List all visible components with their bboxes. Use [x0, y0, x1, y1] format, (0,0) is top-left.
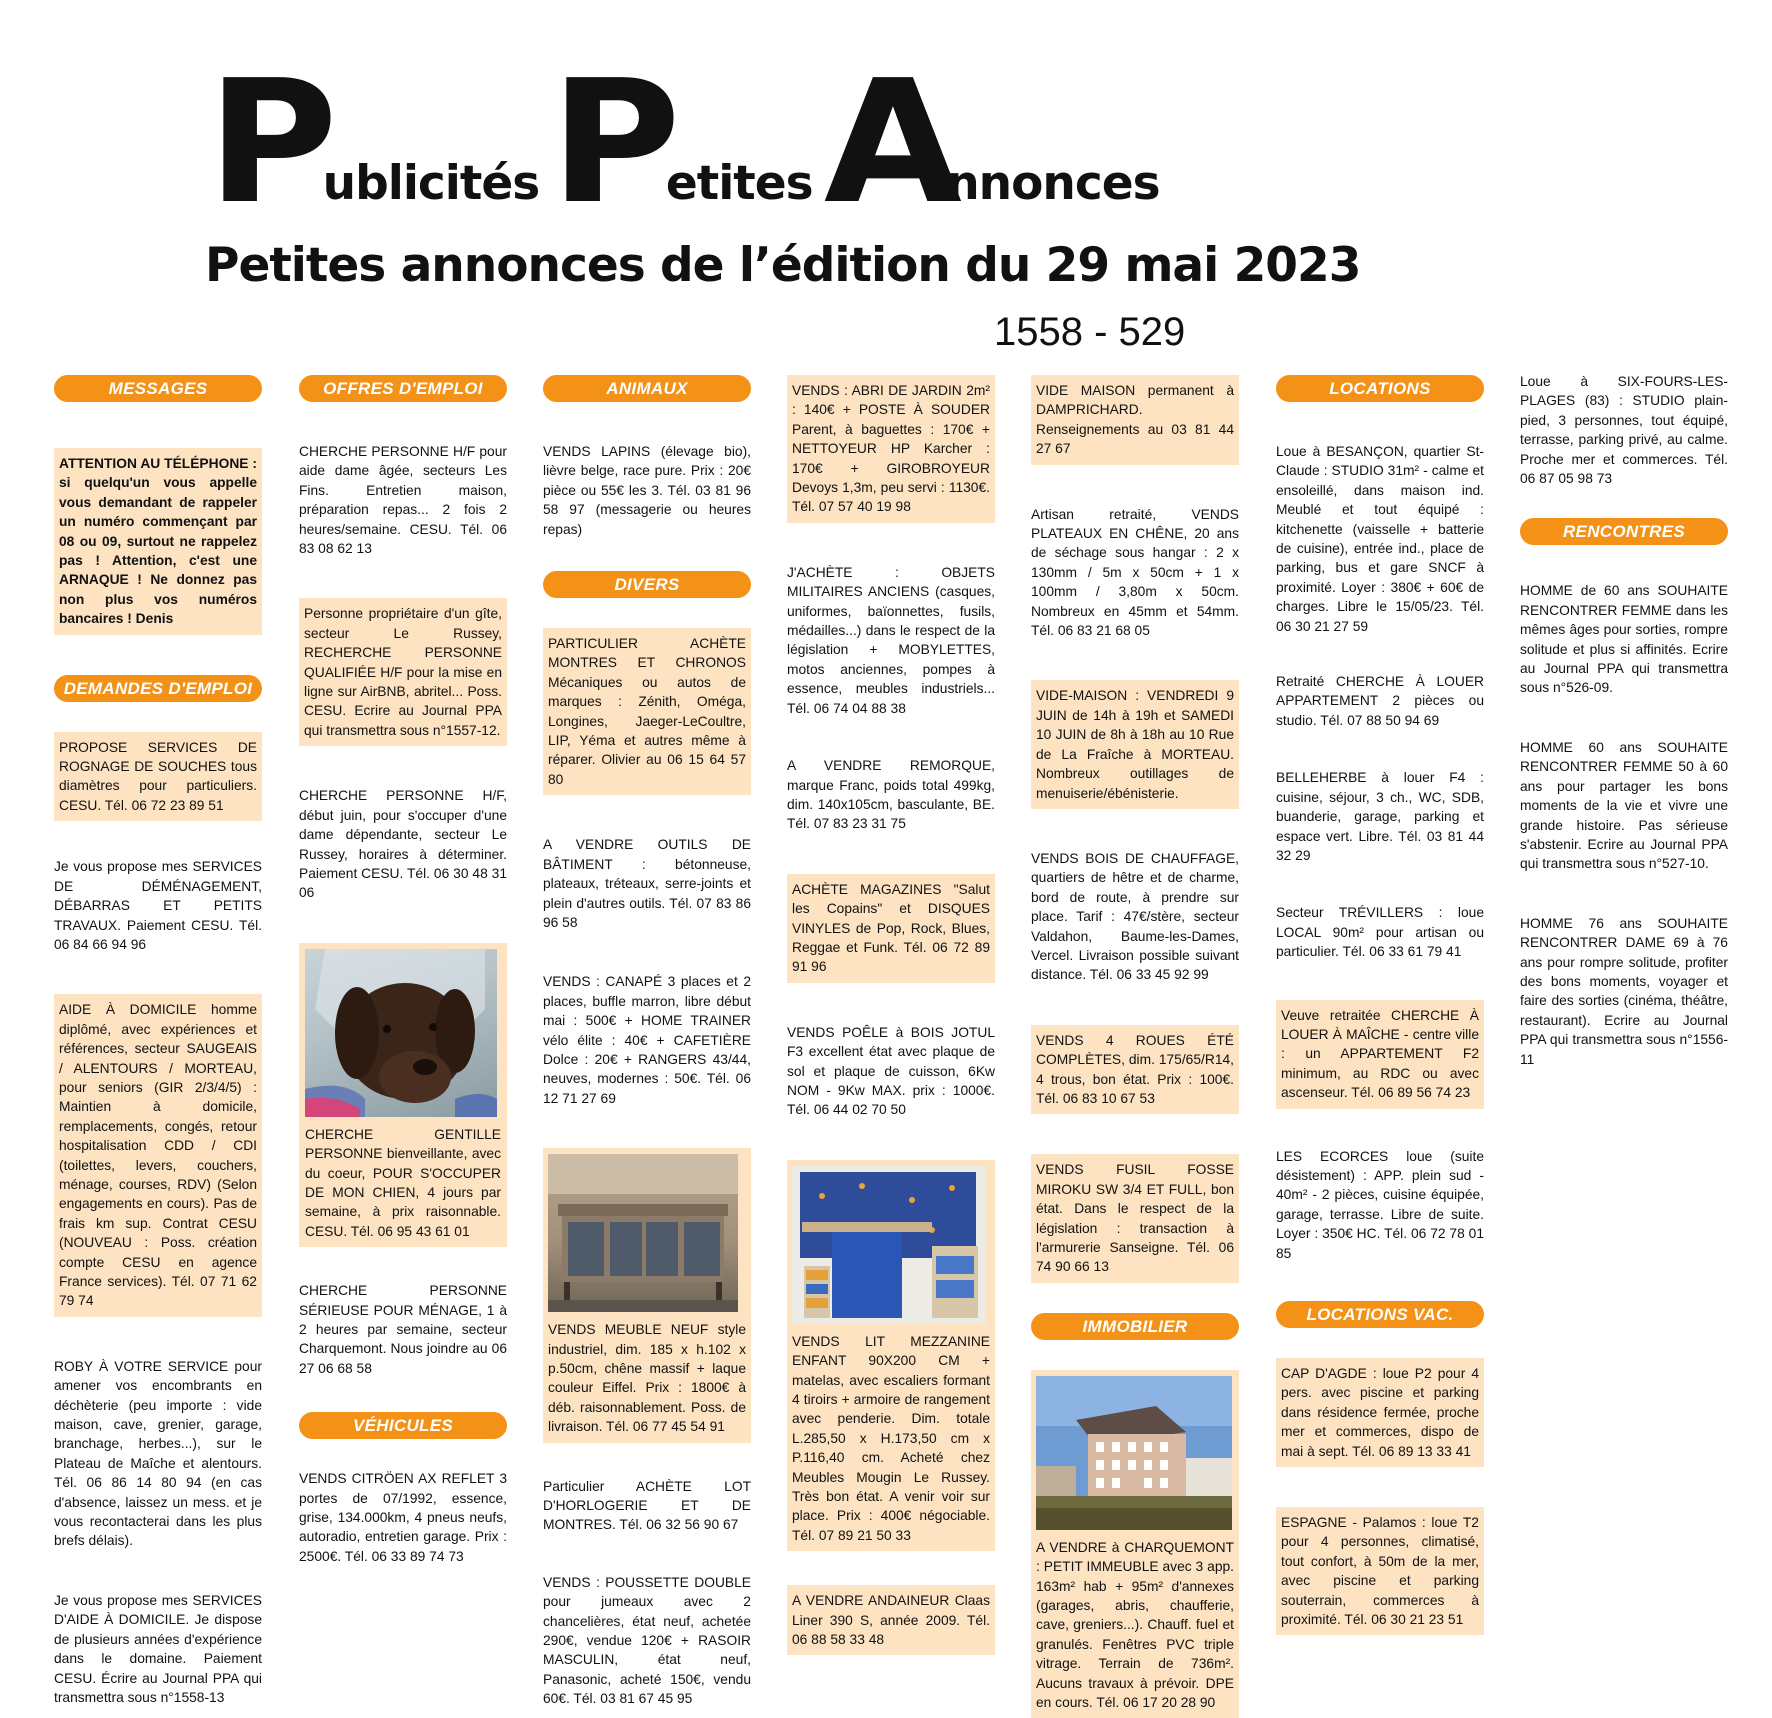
- ad-meuble-industriel: [543, 1148, 751, 1442]
- ad-les-ecorces: LES ECORCES loue (suite désistement) : APP. plein sud - 40m² - 2 pièces, cuisine équipée, garage, terrasse. Libre de suite. Loyer : 350€ HC. Tél. 06 72 78 01 85: [1276, 1148, 1484, 1261]
- ad-local-trevillers: Secteur TRÉVILLERS : loue LOCAL 90m² pour artisan ou particulier. Tél. 06 33 61 79 41: [1276, 905, 1484, 960]
- ad-poele-jotul: VENDS POÊLE à BOIS JOTUL F3 excellent état avec plaque de sol et plaque de cuisson, 6Kw NOM - 9Kw MAX. prix : 1000€. Tél. 06 44 02 70 50: [787, 1024, 995, 1118]
- column-4: [787, 375, 995, 1655]
- section-header-locations: LOCATIONS: [1276, 375, 1484, 402]
- ad-services-aide-domicile: Je vous propose mes SERVICES D'AIDE À DOMICILE. Je dispose de plusieurs années d'expérience dans le domaine. Paiement CESU. Écrire au Journal PPA qui transmettra sous n°1558-13: [54, 1592, 262, 1705]
- ad-citroen-ax: VENDS CITRÖEN AX REFLET 3 portes de 07/1992, essence, grise, 134.000km, 4 pneus neufs, autoradio, entretien garage. Prix : 2500€. Tél. 06 33 89 74 73: [299, 1471, 507, 1564]
- ad-rencontre-60-ans-2: HOMME 60 ans SOUHAITE RENCONTRER FEMME 50 à 60 ans pour partager les bons moments de la vie et vivre une grande histoire. Pas sérieuse s'abstenir. Ecrire au Journal PPA qui transmettra sous n°527-10.: [1520, 739, 1728, 872]
- ad-plateaux-chene: Artisan retraité, VENDS PLATEAUX EN CHÊNE, 20 ans de séchage sous hangar : 2 x 130mm / 5m x 50cm + 1 x 100mm / 3,80m x 50cm. Nombreux en 45mm et 54mm. Tél. 06 83 21 68 05: [1031, 506, 1239, 639]
- ad-lot-horlogerie: Particulier ACHÈTE LOT D'HORLOGERIE ET DE MONTRES. Tél. 06 32 56 90 67: [543, 1478, 751, 1533]
- ad-cap-agde: CAP D'AGDE : loue P2 pour 4 pers. avec piscine et parking dans résidence fermée, proche mer et commerces, dispo de mai à sept. Tél. 06 89 13 33 41: [1276, 1358, 1484, 1467]
- ad-immeuble-charquemont: [1031, 1370, 1239, 1718]
- ad-meuble-industriel-text: VENDS MEUBLE NEUF style industriel, dim. 185 x h.102 x p.50cm, chêne massif + laque couleur Eiffel. Prix : 1800€ à déb. raisonnablement. Poss. de livraison. Tél. 06 77 45 54 91: [548, 1322, 746, 1435]
- sideboard-icon: [548, 1154, 738, 1312]
- ad-studio-besancon: Loue à BESANÇON, quartier St-Claude : STUDIO 31m² - calme et ensoleillé, dans maison ind. Meublé et tout équipé : kitchenette (vaisselle + batterie de cuisine), entrée ind., place de parking, bus et gare SNCF à proximité. Loyer : 380€ + 60€ de charges. Libre le 15/05/23. Tél. 06 30 21 27 59: [1276, 444, 1484, 634]
- ad-dame-dependante: CHERCHE PERSONNE H/F, début juin, pour s'occuper d'une dame dépendante, secteur Le Russey, horaires à déterminer. Paiement CESU. Tél. 06 30 48 31 06: [299, 788, 507, 901]
- ad-4-roues: VENDS 4 ROUES ÉTÉ COMPLÈTES, dim. 175/65/R14, 4 trous, bon état. Prix : 100€. Tél. 06 83 10 67 53: [1031, 1025, 1239, 1115]
- ad-bois-chauffage: VENDS BOIS DE CHAUFFAGE, quartiers de hêtre et de charme, bord de route, à prendre sur place. Tarif : 47€/stère, secteur Valdahon, Baume-les-Dames, Vercel. Livraison possible suivant distance. Tél. 06 33 45 92 99: [1031, 850, 1239, 983]
- ad-lit-mezzanine: [787, 1160, 995, 1551]
- section-header-immobilier: IMMOBILIER: [1031, 1313, 1239, 1340]
- ad-menage-charquemont: CHERCHE PERSONNE SÉRIEUSE POUR MÉNAGE, 1 à 2 heures par semaine, secteur Charquemont. Nous joindre au 06 27 06 68 58: [299, 1283, 507, 1376]
- section-header-locations-vac: LOCATIONS VAC.: [1276, 1301, 1484, 1328]
- ad-remorque: A VENDRE REMORQUE, marque Franc, poids total 499kg, dim. 140x105cm, basculante, BE. Tél. 07 83 23 31 75: [787, 758, 995, 832]
- ad-poussette-double: VENDS : POUSSETTE DOUBLE pour jumeaux avec 2 chancelières, état neuf, achetée 290€, vendue 120€ + RASOIR MASCULIN, état neuf, Panasonic, acheté 150€, vendu 60€. Tél. 03 81 67 45 95: [543, 1574, 751, 1707]
- dog-photo: [305, 949, 497, 1117]
- section-header-vehicules: VÉHICULES: [299, 1412, 507, 1439]
- ad-belleherbe-f4: BELLEHERBE à louer F4 : cuisine, séjour, 3 ch., WC, SDB, buanderie, garage, parking et espace vert. Libre. Tél. 03 81 44 32 29: [1276, 770, 1484, 863]
- ad-vide-maison-damprichard: VIDE MAISON permanent à DAMPRICHARD. Renseignements au 03 81 44 27 67: [1031, 375, 1239, 465]
- ad-immeuble-charquemont-text: A VENDRE à CHARQUEMONT : PETIT IMMEUBLE avec 3 app. 163m² hab + 95m² d'annexes (garages, abris, chaufferie, cave, greniers...). Chauff. fuel et granulés. Fenêtres PVC triple vitrage. Terrain de 736m². Aucuns travaux à prévoir. DPE en cours. Tél. 06 17 20 28 90: [1036, 1539, 1234, 1711]
- ad-objets-militaires: J'ACHÈTE : OBJETS MILITAIRES ANCIENS (casques, uniformes, baïonnettes, fusils, médailles...) dans le respect de la législation + MOBYLETTES, motos anciennes, pompes à essence, meubles industriels... Tél. 06 74 04 88 38: [787, 564, 995, 716]
- ad-outils-batiment: A VENDRE OUTILS DE BÂTIMENT : bétonneuse, plateaux, tréteaux, serre-joints et plein d'autres outils. Tél. 07 83 86 96 58: [543, 837, 751, 930]
- ad-lapins: VENDS LAPINS (élevage bio), lièvre belge, race pure. Prix : 20€ pièce ou 55€ les 3. Tél. 03 81 96 58 97 (messagerie ou heures repas): [543, 444, 751, 537]
- bed-photo: [792, 1166, 986, 1324]
- section-header-rencontres: RENCONTRES: [1520, 518, 1728, 545]
- ad-rognage-souches: PROPOSE SERVICES DE ROGNAGE DE SOUCHES tous diamètres pour particuliers. CESU. Tél. 06 72 23 89 51: [54, 732, 262, 822]
- ad-roby-encombrants: ROBY À VOTRE SERVICE pour amener vos encombrants en déchèterie (peu importe : vide maison, cave, grenier, garage, branchage, herbes...), sur le Plateau de Maîche et alentours. Tél. 06 86 14 80 94 (en cas d'absence, laissez un mess. et je vous recontacterai dans les plus brefs délais).: [54, 1358, 262, 1549]
- ad-abri-jardin: VENDS : ABRI DE JARDIN 2m² : 140€ + POSTE À SOUDER Parent, à baguettes : 170€ + NETTOYEUR HP Karcher : 170€ + GIROBROYEUR Devoys 1,3m, peu servi : 1130€. Tél. 07 57 40 19 98: [787, 375, 995, 523]
- ad-andaineur: A VENDRE ANDAINEUR Claas Liner 390 S, année 2009. Tél. 06 88 58 33 48: [787, 1585, 995, 1655]
- ad-rencontre-76-ans: HOMME 76 ans SOUHAITE RENCONTRER DAME 69 à 76 ans pour rompre solitude, profiter des bons moments, voyager et faire des sorties (cinéma, théâtre, restaurant). Ecrire au Journal PPA qui transmettra sous n°1556-11: [1520, 915, 1728, 1067]
- ppa-logo: [206, 44, 1160, 242]
- ad-lit-mezzanine-text: VENDS LIT MEZZANINE ENFANT 90X200 CM + matelas, avec escaliers formant 4 tiroirs + armoire de rangement avec penderie. Dim. totale L.285,50 x H.173,50 cm x P.116,40 cm. Acheté chez Meubles Mougin Le Russey. Très bon état. A venir voir sur place. Prix : 400€ négociable. Tél. 07 89 21 50 33: [792, 1333, 990, 1543]
- column-7: [1520, 372, 1728, 1069]
- ad-aide-domicile-homme: AIDE À DOMICILE homme diplômé, avec expériences et références, secteur SAUGEAIS / ALENTOURS / MORTEAU, pour seniors (GIR 2/3/4/5) : Maintien à domicile, remplacements, congés, retour hospitalisation CDD / CDI (toilettes, levers, couchers, ménage, courses, RDV) (Selon engagements en cours). Pas de frais km sup. Contrat CESU (NOUVEAU : Poss. création compte CESU en agence France services). Tél. 07 71 62 79 74: [54, 994, 262, 1317]
- ad-rencontre-60-ans: HOMME de 60 ans SOUHAITE RENCONTRER FEMME dans les mêmes âges pour sorties, rompre solitude et plus si affinités. Ecrire au Journal PPA qui transmettra sous n°526-09.: [1520, 583, 1728, 696]
- column-5: [1031, 375, 1239, 1718]
- building-icon: [1036, 1376, 1232, 1530]
- column-6: [1276, 375, 1484, 1635]
- column-1: [54, 375, 262, 1707]
- section-header-animaux: ANIMAUX: [543, 375, 751, 402]
- logo-word-publicites: P ublicités: [206, 44, 540, 242]
- ad-veuve-maiche: Veuve retraitée CHERCHE À LOUER À MAÎCHE - centre ville : un APPARTEMENT F2 minimum, au RDC ou avec ascenseur. Tél. 06 89 56 74 23: [1276, 1000, 1484, 1109]
- furniture-photo: [548, 1154, 738, 1312]
- edition-title: Petites annonces de l’édition du 29 mai 2023: [205, 238, 1361, 293]
- column-3: [543, 375, 751, 1709]
- dog-icon: [305, 949, 497, 1117]
- ad-gite-airbnb: Personne propriétaire d'un gîte, secteur Le Russey, RECHERCHE PERSONNE QUALIFIÉE H/F pour la mise en ligne sur AirBNB, abritel... Poss. CESU. Ecrire au Journal PPA qui transmettra sous n°1557-12.: [299, 598, 507, 746]
- section-header-demandes-emploi: DEMANDES D'EMPLOI: [54, 675, 262, 702]
- ad-garde-chien-text: CHERCHE GENTILLE PERSONNE bienveillante, avec du coeur, POUR S'OCCUPER DE MON CHIEN, 4 jours par semaine, à prix raisonnable. CESU. Tél. 06 95 43 61 01: [305, 1126, 501, 1239]
- mezzanine-bed-icon: [792, 1166, 986, 1324]
- logo-word-annonces: A nnonces: [823, 44, 1160, 242]
- ad-aide-dame-agee: CHERCHE PERSONNE H/F pour aide dame âgée, secteurs Les Fins. Entretien maison, préparation repas... 2 fois 2 heures/semaine. CESU. Tél. 06 83 08 62 13: [299, 444, 507, 557]
- ad-demenagement: Je vous propose mes SERVICES DE DÉMÉNAGEMENT, DÉBARRAS ET PETITS TRAVAUX. Paiement CESU. Tél. 06 84 66 94 96: [54, 859, 262, 952]
- ad-six-fours: Loue à SIX-FOURS-LES-PLAGES (83) : STUDIO plain-pied, 3 personnes, tout équipé, terrasse, parking privé, au calme. Proche mer et commerces. Tél. 06 87 05 98 73: [1520, 374, 1728, 487]
- ad-espagne-palamos: ESPAGNE - Palamos : loue T2 pour 4 personnes, climatisé, tout confort, à 50m de la mer, avec piscine et parking souterrain, commerces à proximité. Tél. 06 30 21 23 51: [1276, 1507, 1484, 1635]
- section-header-messages: MESSAGES: [54, 375, 262, 402]
- ad-montres-chronos: PARTICULIER ACHÈTE MONTRES ET CHRONOS Mécaniques ou autos de marques : Zénith, Oméga, Longines, Jaeger-LeCoultre, LIP, Yéma et autres même à réparer. Olivier au 06 15 64 57 80: [543, 628, 751, 795]
- ad-message-arnaque: ATTENTION AU TÉLÉPHONE : si quelqu'un vous appelle vous demandant de rappeler un numéro commençant par 08 ou 09, surtout ne rappelez pas ! Attention, c'est une ARNAQUE ! Ne donnez pas non plus vos numéros bancaires ! Denis: [54, 448, 262, 635]
- ad-vide-maison-morteau: VIDE-MAISON : VENDREDI 9 JUIN de 14h à 19h et SAMEDI 10 JUIN de 8h à 18h au 10 Rue de La Fraîche à MORTEAU. Nombreux outillages de menuiserie/ébénisterie.: [1031, 680, 1239, 808]
- ad-retraite-cherche-appartement: Retraité CHERCHE À LOUER APPARTEMENT 2 pièces ou studio. Tél. 07 88 50 94 69: [1276, 674, 1484, 728]
- ad-garde-chien: [299, 943, 507, 1247]
- column-2: [299, 375, 507, 1566]
- building-photo: [1036, 1376, 1232, 1530]
- ad-fusil-miroku: VENDS FUSIL FOSSE MIROKU SW 3/4 ET FULL, bon état. Dans le respect de la législation : transaction à l'armurerie Sanseigne. Tél. 06 74 90 66 13: [1031, 1154, 1239, 1282]
- ad-magazines-vinyles: ACHÈTE MAGAZINES "Salut les Copains" et DISQUES VINYLES de Pop, Rock, Blues, Reggae et Funk. Tél. 06 72 89 91 96: [787, 874, 995, 983]
- ad-canape: VENDS : CANAPÉ 3 places et 2 places, buffle marron, libre début mai : 500€ + HOME TRAINER vélo élite : 40€ + CAFETIÈRE Dolce : 20€ + RANGERS 43/44, neuves, modernes : 50€. Tél. 06 12 71 27 69: [543, 974, 751, 1106]
- logo-word-petites: P etites: [550, 44, 813, 242]
- edition-reference: 1558 - 529: [994, 310, 1186, 354]
- section-header-divers: DIVERS: [543, 571, 751, 598]
- section-header-offres-emploi: OFFRES D'EMPLOI: [299, 375, 507, 402]
